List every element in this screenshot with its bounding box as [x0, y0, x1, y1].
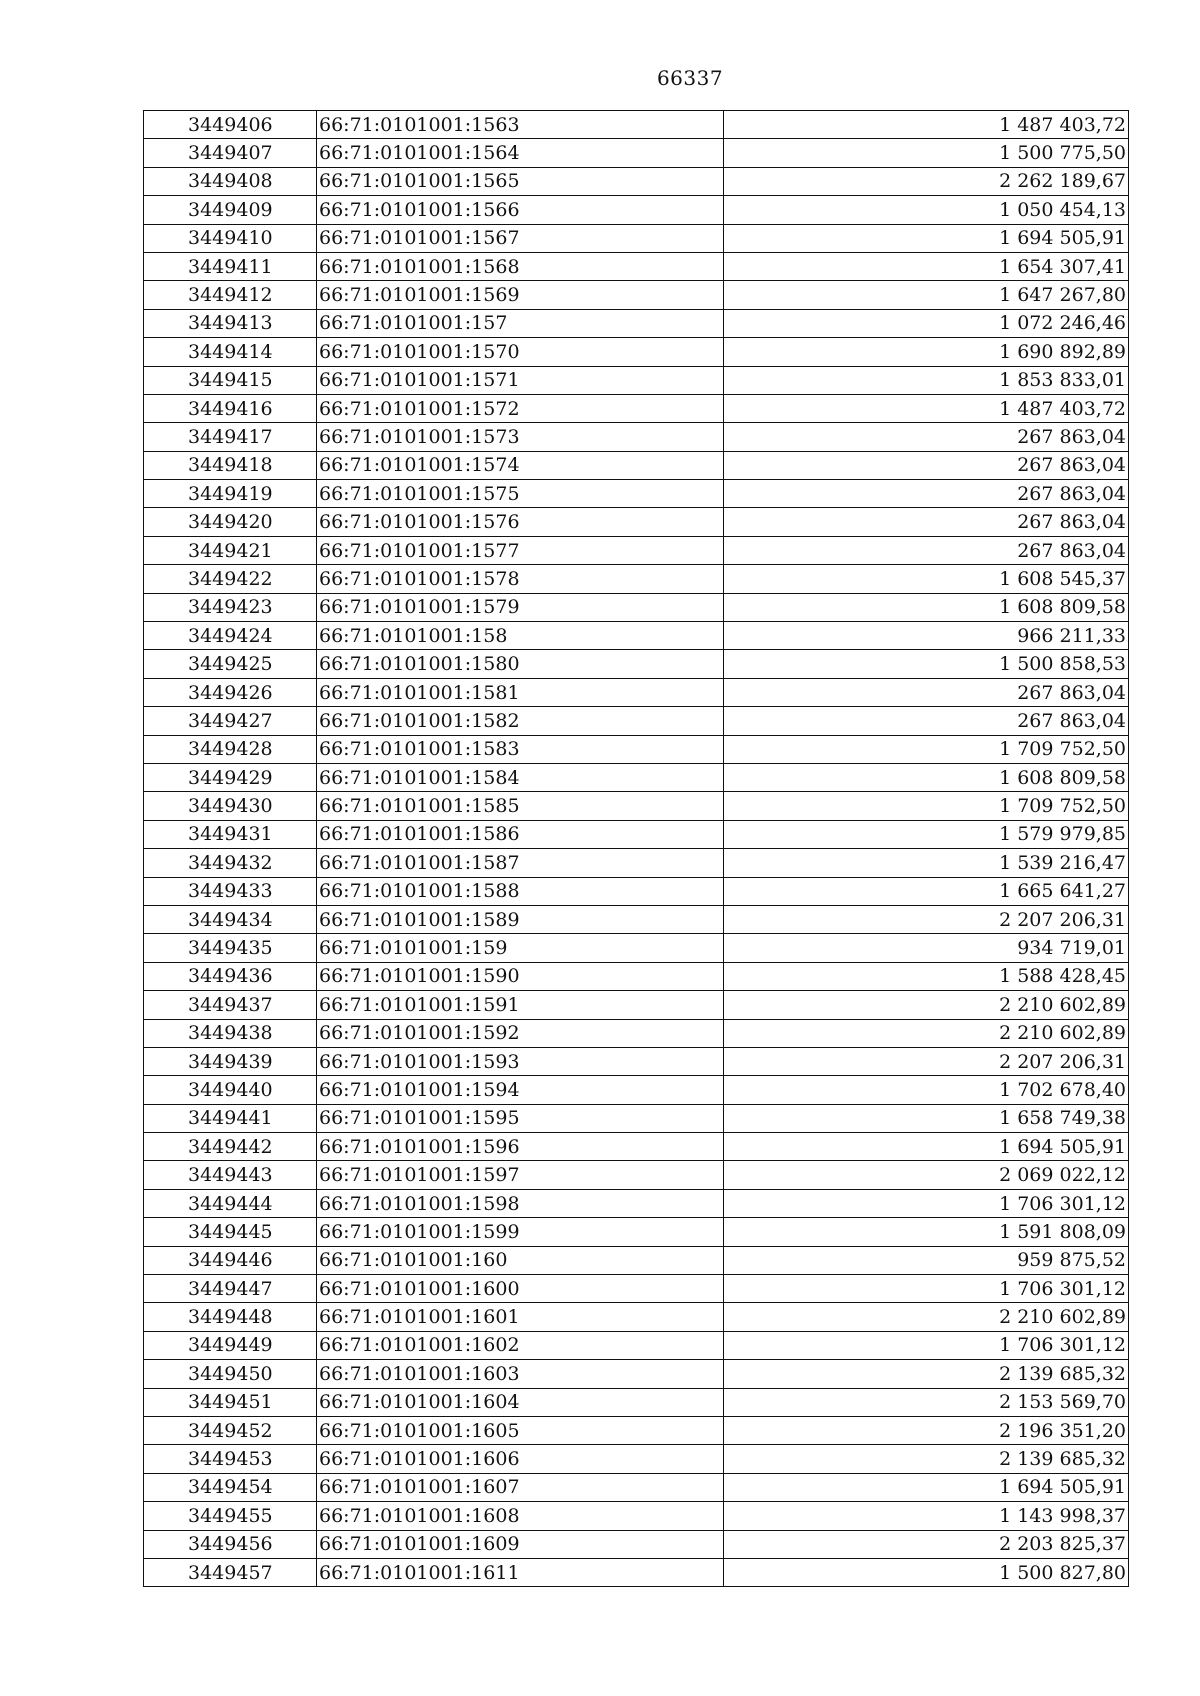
- table-row: [144, 820, 1129, 848]
- table-row: [144, 394, 1129, 422]
- row-number-cell: 3449441: [144, 1104, 317, 1132]
- row-number-cell: 3449448: [144, 1303, 317, 1331]
- cadastral-value-cell: 267 863,04: [724, 707, 1129, 735]
- table-row: [144, 707, 1129, 735]
- cadastral-value-cell: 1 706 301,12: [724, 1189, 1129, 1217]
- cadastral-number-cell: 66:71:0101001:1606: [317, 1445, 724, 1473]
- cadastral-number-cell: 66:71:0101001:1575: [317, 480, 724, 508]
- cadastral-number-cell: 66:71:0101001:1569: [317, 281, 724, 309]
- cadastral-number-cell: 66:71:0101001:1564: [317, 139, 724, 167]
- table-row: [144, 252, 1129, 280]
- cadastral-number-cell: 66:71:0101001:1584: [317, 763, 724, 791]
- cadastral-value-cell: 2 139 685,32: [724, 1360, 1129, 1388]
- row-number-cell: 3449447: [144, 1275, 317, 1303]
- table-row: [144, 224, 1129, 252]
- row-number-cell: 3449453: [144, 1445, 317, 1473]
- cadastral-number-cell: 66:71:0101001:1574: [317, 451, 724, 479]
- cadastral-value-cell: 1 608 545,37: [724, 565, 1129, 593]
- row-number-cell: 3449411: [144, 252, 317, 280]
- cadastral-number-cell: 66:71:0101001:1589: [317, 905, 724, 933]
- cadastral-number-cell: 66:71:0101001:1601: [317, 1303, 724, 1331]
- cadastral-value-cell: 1 487 403,72: [724, 394, 1129, 422]
- row-number-cell: 3449409: [144, 196, 317, 224]
- cadastral-number-cell: 66:71:0101001:1576: [317, 508, 724, 536]
- row-number-cell: 3449449: [144, 1331, 317, 1359]
- cadastral-value-cell: 1 143 998,37: [724, 1502, 1129, 1530]
- cadastral-value-cell: 966 211,33: [724, 622, 1129, 650]
- row-number-cell: 3449424: [144, 622, 317, 650]
- cadastral-number-cell: 66:71:0101001:1591: [317, 991, 724, 1019]
- cadastral-value-cell: 934 719,01: [724, 934, 1129, 962]
- cadastral-number-cell: 66:71:0101001:159: [317, 934, 724, 962]
- cadastral-value-cell: 1 706 301,12: [724, 1275, 1129, 1303]
- row-number-cell: 3449455: [144, 1502, 317, 1530]
- cadastral-number-cell: 66:71:0101001:1602: [317, 1331, 724, 1359]
- cadastral-number-cell: 66:71:0101001:1583: [317, 735, 724, 763]
- cadastral-value-cell: 2 203 825,37: [724, 1530, 1129, 1558]
- table-row: [144, 1218, 1129, 1246]
- row-number-cell: 3449418: [144, 451, 317, 479]
- row-number-cell: 3449450: [144, 1360, 317, 1388]
- cadastral-number-cell: 66:71:0101001:158: [317, 622, 724, 650]
- cadastral-value-cell: 2 139 685,32: [724, 1445, 1129, 1473]
- cadastral-number-cell: 66:71:0101001:1611: [317, 1558, 724, 1586]
- row-number-cell: 3449414: [144, 338, 317, 366]
- row-number-cell: 3449420: [144, 508, 317, 536]
- cadastral-number-cell: 66:71:0101001:1567: [317, 224, 724, 252]
- cadastral-value-cell: 1 500 775,50: [724, 139, 1129, 167]
- cadastral-value-cell: 267 863,04: [724, 451, 1129, 479]
- row-number-cell: 3449446: [144, 1246, 317, 1274]
- table-row: [144, 423, 1129, 451]
- table-row: [144, 338, 1129, 366]
- row-number-cell: 3449454: [144, 1473, 317, 1501]
- cadastral-value-cell: 1 658 749,38: [724, 1104, 1129, 1132]
- table-row: [144, 1275, 1129, 1303]
- cadastral-number-cell: 66:71:0101001:1608: [317, 1502, 724, 1530]
- table-row: [144, 1558, 1129, 1586]
- table-row: [144, 763, 1129, 791]
- table-row: [144, 1076, 1129, 1104]
- cadastral-value-cell: 1 539 216,47: [724, 849, 1129, 877]
- row-number-cell: 3449433: [144, 877, 317, 905]
- row-number-cell: 3449443: [144, 1161, 317, 1189]
- row-number-cell: 3449436: [144, 962, 317, 990]
- row-number-cell: 3449430: [144, 792, 317, 820]
- cadastral-value-cell: 1 591 808,09: [724, 1218, 1129, 1246]
- cadastral-number-cell: 66:71:0101001:1586: [317, 820, 724, 848]
- cadastral-value-cell: 267 863,04: [724, 480, 1129, 508]
- cadastral-value-cell: 1 579 979,85: [724, 820, 1129, 848]
- row-number-cell: 3449432: [144, 849, 317, 877]
- cadastral-value-cell: 2 210 602,89: [724, 1303, 1129, 1331]
- row-number-cell: 3449421: [144, 536, 317, 564]
- cadastral-number-cell: 66:71:0101001:160: [317, 1246, 724, 1274]
- table-row: [144, 139, 1129, 167]
- row-number-cell: 3449410: [144, 224, 317, 252]
- cadastral-value-cell: 2 210 602,89: [724, 991, 1129, 1019]
- row-number-cell: 3449431: [144, 820, 317, 848]
- row-number-cell: 3449437: [144, 991, 317, 1019]
- cadastral-value-cell: 267 863,04: [724, 678, 1129, 706]
- row-number-cell: 3449442: [144, 1133, 317, 1161]
- cadastral-number-cell: 66:71:0101001:1604: [317, 1388, 724, 1416]
- cadastral-number-cell: 66:71:0101001:1582: [317, 707, 724, 735]
- cadastral-number-cell: 66:71:0101001:1600: [317, 1275, 724, 1303]
- row-number-cell: 3449435: [144, 934, 317, 962]
- table-row: [144, 650, 1129, 678]
- cadastral-value-cell: 1 608 809,58: [724, 593, 1129, 621]
- cadastral-number-cell: 66:71:0101001:1568: [317, 252, 724, 280]
- row-number-cell: 3449456: [144, 1530, 317, 1558]
- row-number-cell: 3449426: [144, 678, 317, 706]
- row-number-cell: 3449440: [144, 1076, 317, 1104]
- table-row: [144, 962, 1129, 990]
- cadastral-number-cell: 66:71:0101001:1593: [317, 1047, 724, 1075]
- table-row: [144, 991, 1129, 1019]
- cadastral-value-cell: 267 863,04: [724, 536, 1129, 564]
- cadastral-number-cell: 66:71:0101001:157: [317, 309, 724, 337]
- cadastral-number-cell: 66:71:0101001:1596: [317, 1133, 724, 1161]
- cadastral-number-cell: 66:71:0101001:1592: [317, 1019, 724, 1047]
- cadastral-value-cell: 1 647 267,80: [724, 281, 1129, 309]
- table-row: [144, 849, 1129, 877]
- table-row: [144, 1303, 1129, 1331]
- table-row: [144, 111, 1129, 139]
- table-row: [144, 565, 1129, 593]
- table-row: [144, 1047, 1129, 1075]
- cadastral-number-cell: 66:71:0101001:1578: [317, 565, 724, 593]
- cadastral-number-cell: 66:71:0101001:1595: [317, 1104, 724, 1132]
- table-row: [144, 536, 1129, 564]
- cadastral-value-cell: 1 654 307,41: [724, 252, 1129, 280]
- table-row: [144, 877, 1129, 905]
- table-row: [144, 1416, 1129, 1444]
- cadastral-value-cell: 1 853 833,01: [724, 366, 1129, 394]
- table-row: [144, 281, 1129, 309]
- row-number-cell: 3449417: [144, 423, 317, 451]
- table-row: [144, 196, 1129, 224]
- cadastral-number-cell: 66:71:0101001:1590: [317, 962, 724, 990]
- cadastral-value-cell: 1 500 858,53: [724, 650, 1129, 678]
- cadastral-value-cell: 1 694 505,91: [724, 1473, 1129, 1501]
- cadastral-value-table: [143, 110, 1129, 1587]
- cadastral-value-cell: 267 863,04: [724, 508, 1129, 536]
- table-row: [144, 480, 1129, 508]
- cadastral-number-cell: 66:71:0101001:1609: [317, 1530, 724, 1558]
- row-number-cell: 3449429: [144, 763, 317, 791]
- row-number-cell: 3449416: [144, 394, 317, 422]
- cadastral-number-cell: 66:71:0101001:1573: [317, 423, 724, 451]
- cadastral-number-cell: 66:71:0101001:1577: [317, 536, 724, 564]
- cadastral-value-cell: 1 588 428,45: [724, 962, 1129, 990]
- table-row: [144, 1388, 1129, 1416]
- row-number-cell: 3449439: [144, 1047, 317, 1075]
- cadastral-number-cell: 66:71:0101001:1597: [317, 1161, 724, 1189]
- cadastral-value-cell: 1 702 678,40: [724, 1076, 1129, 1104]
- page-number: 66337: [656, 66, 724, 90]
- cadastral-value-cell: 1 665 641,27: [724, 877, 1129, 905]
- row-number-cell: 3449425: [144, 650, 317, 678]
- table-row: [144, 1445, 1129, 1473]
- cadastral-number-cell: 66:71:0101001:1581: [317, 678, 724, 706]
- table-row: [144, 167, 1129, 195]
- cadastral-value-cell: 1 050 454,13: [724, 196, 1129, 224]
- table-row: [144, 1104, 1129, 1132]
- cadastral-value-table-container: [143, 110, 1128, 1587]
- cadastral-number-cell: 66:71:0101001:1579: [317, 593, 724, 621]
- cadastral-number-cell: 66:71:0101001:1607: [317, 1473, 724, 1501]
- cadastral-value-cell: 1 694 505,91: [724, 224, 1129, 252]
- row-number-cell: 3449422: [144, 565, 317, 593]
- cadastral-number-cell: 66:71:0101001:1571: [317, 366, 724, 394]
- row-number-cell: 3449444: [144, 1189, 317, 1217]
- cadastral-value-cell: 1 694 505,91: [724, 1133, 1129, 1161]
- cadastral-value-cell: 2 196 351,20: [724, 1416, 1129, 1444]
- table-row: [144, 508, 1129, 536]
- cadastral-value-cell: 267 863,04: [724, 423, 1129, 451]
- row-number-cell: 3449457: [144, 1558, 317, 1586]
- cadastral-value-cell: 1 487 403,72: [724, 111, 1129, 139]
- table-row: [144, 1331, 1129, 1359]
- cadastral-number-cell: 66:71:0101001:1603: [317, 1360, 724, 1388]
- cadastral-number-cell: 66:71:0101001:1588: [317, 877, 724, 905]
- table-row: [144, 1530, 1129, 1558]
- cadastral-value-cell: 2 207 206,31: [724, 1047, 1129, 1075]
- table-row: [144, 1019, 1129, 1047]
- table-row: [144, 366, 1129, 394]
- cadastral-number-cell: 66:71:0101001:1572: [317, 394, 724, 422]
- row-number-cell: 3449407: [144, 139, 317, 167]
- cadastral-value-cell: 2 153 569,70: [724, 1388, 1129, 1416]
- table-row: [144, 1502, 1129, 1530]
- row-number-cell: 3449451: [144, 1388, 317, 1416]
- cadastral-number-cell: 66:71:0101001:1599: [317, 1218, 724, 1246]
- cadastral-value-cell: 2 069 022,12: [724, 1161, 1129, 1189]
- cadastral-number-cell: 66:71:0101001:1565: [317, 167, 724, 195]
- table-row: [144, 735, 1129, 763]
- row-number-cell: 3449415: [144, 366, 317, 394]
- row-number-cell: 3449438: [144, 1019, 317, 1047]
- table-row: [144, 1473, 1129, 1501]
- cadastral-value-cell: 1 690 892,89: [724, 338, 1129, 366]
- table-body: [144, 111, 1129, 1587]
- cadastral-value-cell: 2 207 206,31: [724, 905, 1129, 933]
- cadastral-number-cell: 66:71:0101001:1605: [317, 1416, 724, 1444]
- row-number-cell: 3449428: [144, 735, 317, 763]
- table-row: [144, 792, 1129, 820]
- row-number-cell: 3449406: [144, 111, 317, 139]
- row-number-cell: 3449419: [144, 480, 317, 508]
- row-number-cell: 3449412: [144, 281, 317, 309]
- table-row: [144, 593, 1129, 621]
- cadastral-value-cell: 1 709 752,50: [724, 792, 1129, 820]
- table-row: [144, 934, 1129, 962]
- cadastral-value-cell: 1 706 301,12: [724, 1331, 1129, 1359]
- cadastral-value-cell: 1 608 809,58: [724, 763, 1129, 791]
- table-row: [144, 309, 1129, 337]
- cadastral-number-cell: 66:71:0101001:1598: [317, 1189, 724, 1217]
- table-row: [144, 622, 1129, 650]
- table-row: [144, 451, 1129, 479]
- cadastral-number-cell: 66:71:0101001:1580: [317, 650, 724, 678]
- table-row: [144, 1189, 1129, 1217]
- cadastral-value-cell: 1 500 827,80: [724, 1558, 1129, 1586]
- cadastral-number-cell: 66:71:0101001:1587: [317, 849, 724, 877]
- table-row: [144, 1246, 1129, 1274]
- row-number-cell: 3449413: [144, 309, 317, 337]
- cadastral-value-cell: 2 210 602,89: [724, 1019, 1129, 1047]
- cadastral-number-cell: 66:71:0101001:1570: [317, 338, 724, 366]
- cadastral-number-cell: 66:71:0101001:1594: [317, 1076, 724, 1104]
- row-number-cell: 3449434: [144, 905, 317, 933]
- cadastral-value-cell: 959 875,52: [724, 1246, 1129, 1274]
- table-row: [144, 678, 1129, 706]
- cadastral-value-cell: 2 262 189,67: [724, 167, 1129, 195]
- row-number-cell: 3449445: [144, 1218, 317, 1246]
- row-number-cell: 3449452: [144, 1416, 317, 1444]
- row-number-cell: 3449427: [144, 707, 317, 735]
- row-number-cell: 3449423: [144, 593, 317, 621]
- cadastral-number-cell: 66:71:0101001:1566: [317, 196, 724, 224]
- table-row: [144, 905, 1129, 933]
- cadastral-value-cell: 1 072 246,46: [724, 309, 1129, 337]
- table-row: [144, 1360, 1129, 1388]
- table-row: [144, 1161, 1129, 1189]
- cadastral-number-cell: 66:71:0101001:1585: [317, 792, 724, 820]
- cadastral-number-cell: 66:71:0101001:1563: [317, 111, 724, 139]
- cadastral-value-cell: 1 709 752,50: [724, 735, 1129, 763]
- table-row: [144, 1133, 1129, 1161]
- row-number-cell: 3449408: [144, 167, 317, 195]
